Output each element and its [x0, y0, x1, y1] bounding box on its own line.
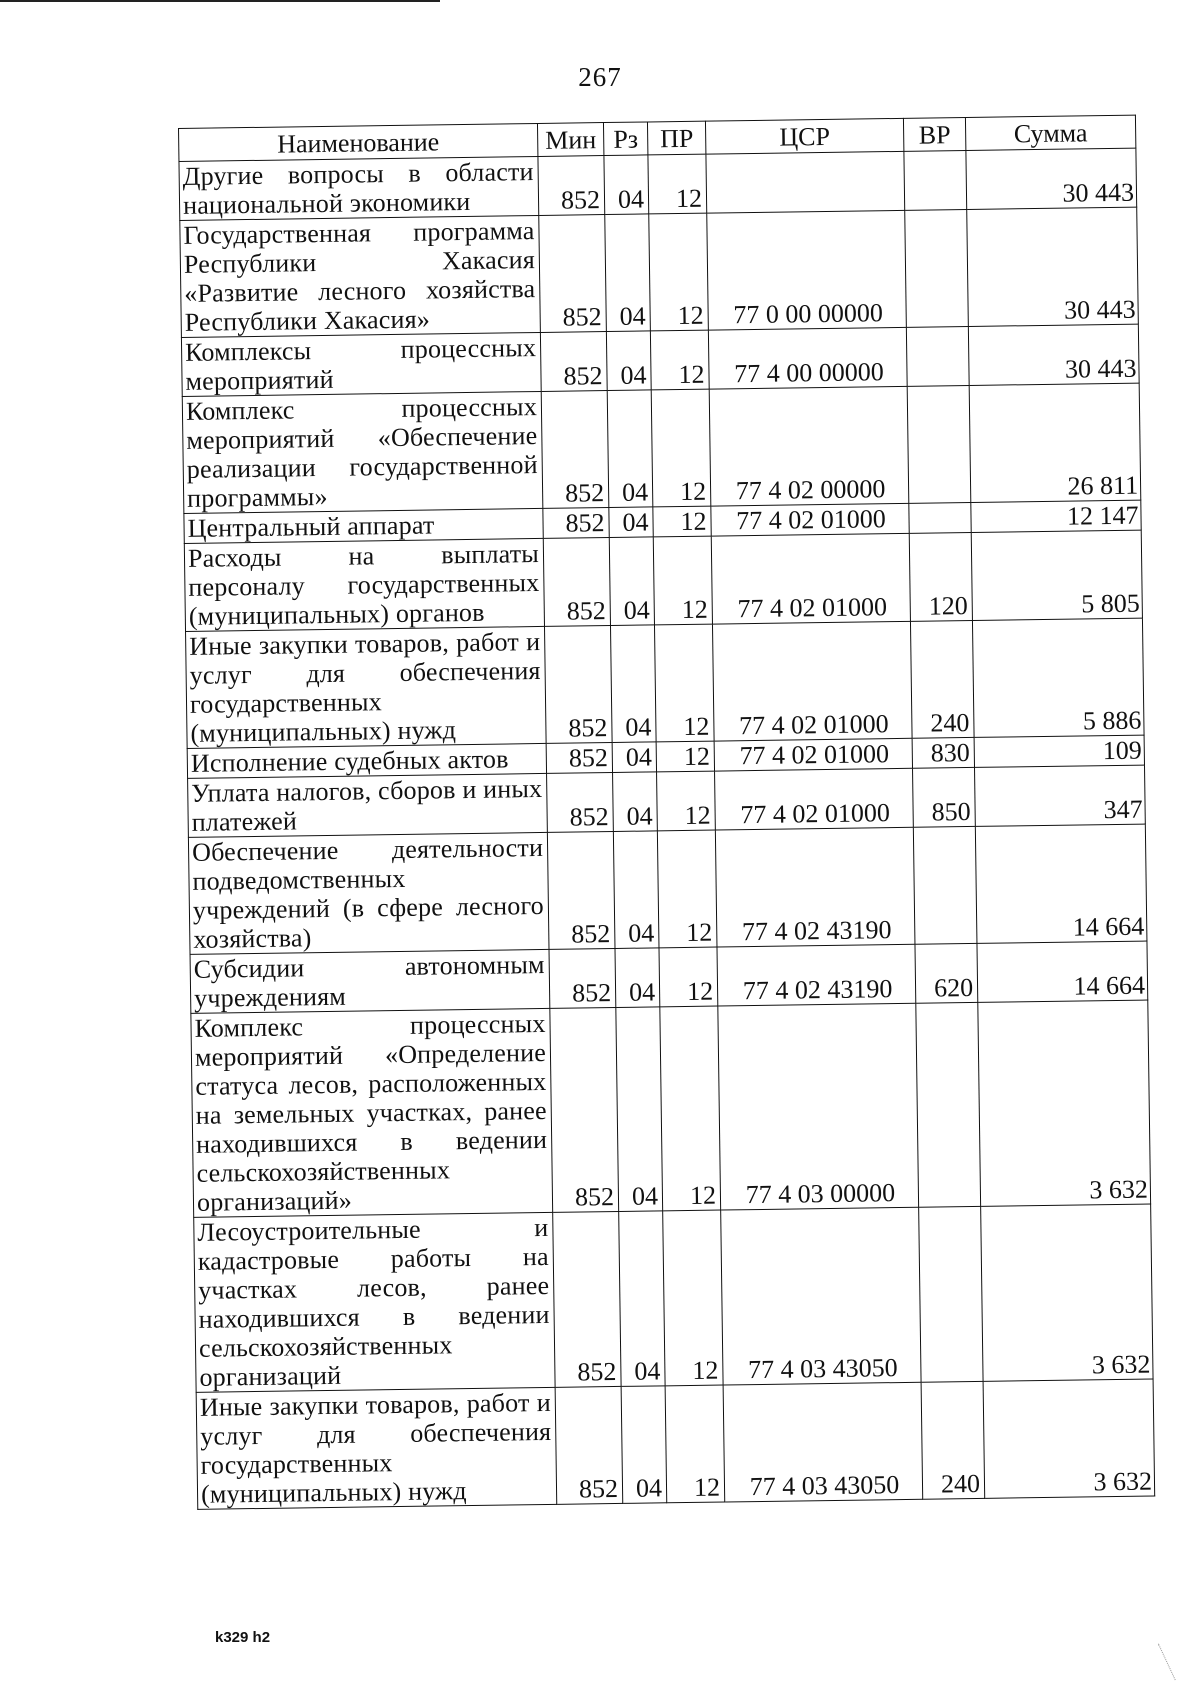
cell-vr: 620: [915, 943, 978, 1003]
footer-code: k329 h2: [215, 1629, 271, 1646]
cell-csr: 77 4 02 00000: [709, 386, 909, 506]
cell-rz: 04: [621, 1386, 667, 1504]
header-pr: ПР: [647, 121, 705, 155]
cell-sum: 12 147: [971, 500, 1141, 532]
cell-name: Расходы на выплаты персоналу государственных (муниципальных) органов: [184, 538, 544, 631]
cell-pr: 12: [659, 947, 718, 1007]
cell-sum: 26 811: [969, 383, 1141, 502]
cell-rz: 04: [607, 390, 653, 508]
cell-vr: 850: [913, 767, 976, 827]
cell-pr: 12: [650, 330, 709, 390]
cell-pr: 12: [648, 154, 707, 214]
cell-min: 852: [541, 391, 609, 509]
cell-vr: 120: [909, 532, 972, 621]
cell-pr: 12: [665, 1385, 725, 1503]
table-row: [196, 1379, 1155, 1509]
cell-min: 852: [553, 1211, 621, 1387]
cell-csr: [706, 151, 905, 213]
cell-min: 852: [555, 1386, 623, 1504]
cell-vr: 830: [912, 737, 974, 768]
table-row: [186, 618, 1145, 748]
header-rz: Рз: [603, 122, 647, 156]
cell-name: Центральный аппарат: [184, 508, 543, 543]
scan-artifact: [1158, 1632, 1200, 1681]
cell-min: 852: [543, 508, 609, 539]
cell-sum: 3 632: [978, 1000, 1151, 1206]
cell-csr: 77 4 02 01000: [711, 533, 910, 624]
cell-csr: 77 4 03 43050: [721, 1207, 921, 1385]
cell-pr: 12: [653, 506, 711, 537]
cell-vr: [909, 502, 971, 533]
cell-vr: [905, 209, 969, 327]
cell-sum: 109: [974, 735, 1144, 767]
cell-sum: 5 805: [971, 530, 1142, 620]
cell-rz: 04: [615, 948, 660, 1008]
cell-name: Государственная программа Республики Хакасия «Развитие лесного хозяйства Республики Хакасия»: [180, 215, 541, 337]
header-csr: ЦСР: [705, 118, 903, 154]
cell-rz: 04: [619, 1211, 665, 1387]
cell-min: 852: [544, 626, 612, 744]
cell-rz: 04: [610, 625, 656, 743]
cell-pr: 12: [649, 213, 709, 331]
cell-name: Комплекс процессных мероприятий «Обеспечение реализации государственной программы»: [182, 391, 543, 513]
cell-sum: 347: [975, 765, 1146, 826]
cell-vr: [904, 151, 967, 211]
scan-border-line: [0, 0, 440, 2]
cell-name: Субсидии автономным учреждениям: [190, 949, 550, 1013]
cell-vr: [916, 1002, 981, 1207]
cell-sum: 30 443: [966, 148, 1137, 209]
cell-sum: 5 886: [972, 618, 1144, 737]
cell-vr: [913, 826, 977, 944]
cell-rz: 04: [609, 537, 654, 626]
cell-rz: 04: [609, 507, 653, 538]
cell-sum: 3 632: [981, 1204, 1153, 1381]
cell-min: 852: [549, 948, 616, 1008]
cell-csr: 77 4 02 43190: [717, 944, 916, 1006]
cell-name: Обеспечение деятельности подведомственных учреждений (в сфере лесного хозяйства): [188, 832, 549, 954]
table-row: [180, 207, 1139, 337]
cell-rz: 04: [613, 831, 659, 949]
cell-vr: 240: [921, 1381, 985, 1499]
page-number: 267: [578, 62, 622, 92]
cell-name: Комплекс процессных мероприятий «Определение статуса лесов, расположенных на земельных участках, ранее находившихся в ведении сельскохозяйственных организаций»: [191, 1008, 553, 1217]
cell-rz: 04: [616, 1007, 663, 1212]
cell-rz: 04: [604, 155, 649, 215]
cell-rz: 04: [613, 772, 658, 832]
cell-csr: 77 4 02 01000: [714, 738, 912, 771]
cell-pr: 12: [657, 830, 717, 948]
cell-csr: 77 4 02 01000: [712, 621, 912, 741]
header-min: Мин: [537, 123, 603, 157]
cell-min: 852: [550, 1007, 619, 1212]
cell-pr: 12: [653, 536, 712, 625]
cell-min: 852: [543, 538, 610, 627]
table-row: [184, 530, 1142, 631]
header-name: Наименование: [179, 123, 538, 161]
cell-pr: 12: [656, 741, 714, 772]
cell-rz: 04: [605, 214, 651, 332]
cell-pr: 12: [663, 1210, 723, 1386]
cell-vr: [906, 326, 969, 386]
cell-min: 852: [547, 772, 614, 832]
cell-name: Комплексы процессных мероприятий: [181, 332, 541, 396]
cell-vr: [919, 1206, 983, 1382]
cell-csr: 77 4 02 43190: [715, 827, 915, 947]
cell-name: Лесоустроительные и кадастровые работы на участках лесов, ранее находившихся в ведении сельскохозяйственных организаций: [194, 1212, 555, 1392]
cell-sum: 14 664: [975, 824, 1147, 943]
cell-name: Иные закупки товаров, работ и услуг для обеспечения государственных (муниципальных) нужд: [186, 626, 547, 748]
table-row: [191, 1000, 1151, 1217]
table-row: [194, 1204, 1153, 1392]
cell-pr: 12: [660, 1006, 721, 1211]
budget-table: [178, 115, 1155, 1510]
header-sum: Сумма: [965, 115, 1135, 150]
cell-csr: 77 4 02 01000: [715, 768, 914, 830]
cell-name: Уплата налогов, сборов и иных платежей: [188, 773, 548, 837]
cell-vr: [907, 385, 971, 503]
table-row: [188, 824, 1147, 954]
cell-name: Исполнение судебных актов: [187, 743, 546, 778]
cell-min: 852: [538, 156, 605, 216]
cell-pr: 12: [657, 771, 716, 831]
cell-vr: 240: [910, 620, 974, 738]
table-body: [179, 148, 1155, 1509]
cell-min: 852: [540, 332, 607, 392]
header-vr: ВР: [903, 118, 965, 152]
cell-csr: 77 4 03 43050: [723, 1382, 923, 1502]
cell-pr: 12: [651, 389, 711, 507]
cell-rz: 04: [606, 331, 651, 391]
cell-min: 852: [547, 831, 615, 949]
cell-csr: 77 4 00 00000: [708, 327, 907, 389]
cell-name: Другие вопросы в области национальной экономики: [179, 156, 539, 220]
cell-min: 852: [546, 742, 612, 773]
cell-sum: 30 443: [967, 207, 1139, 326]
cell-name: Иные закупки товаров, работ и услуг для обеспечения государственных (муниципальных) нужд: [196, 1387, 557, 1509]
cell-rz: 04: [612, 742, 656, 773]
cell-sum: 3 632: [983, 1379, 1155, 1498]
cell-csr: 77 4 02 01000: [711, 503, 909, 536]
cell-csr: 77 4 03 00000: [718, 1003, 919, 1210]
cell-pr: 12: [654, 624, 714, 742]
table-row: [182, 383, 1141, 513]
cell-min: 852: [539, 215, 607, 333]
cell-sum: 14 664: [977, 941, 1148, 1002]
cell-sum: 30 443: [968, 324, 1139, 385]
cell-csr: 77 0 00 00000: [707, 210, 907, 330]
